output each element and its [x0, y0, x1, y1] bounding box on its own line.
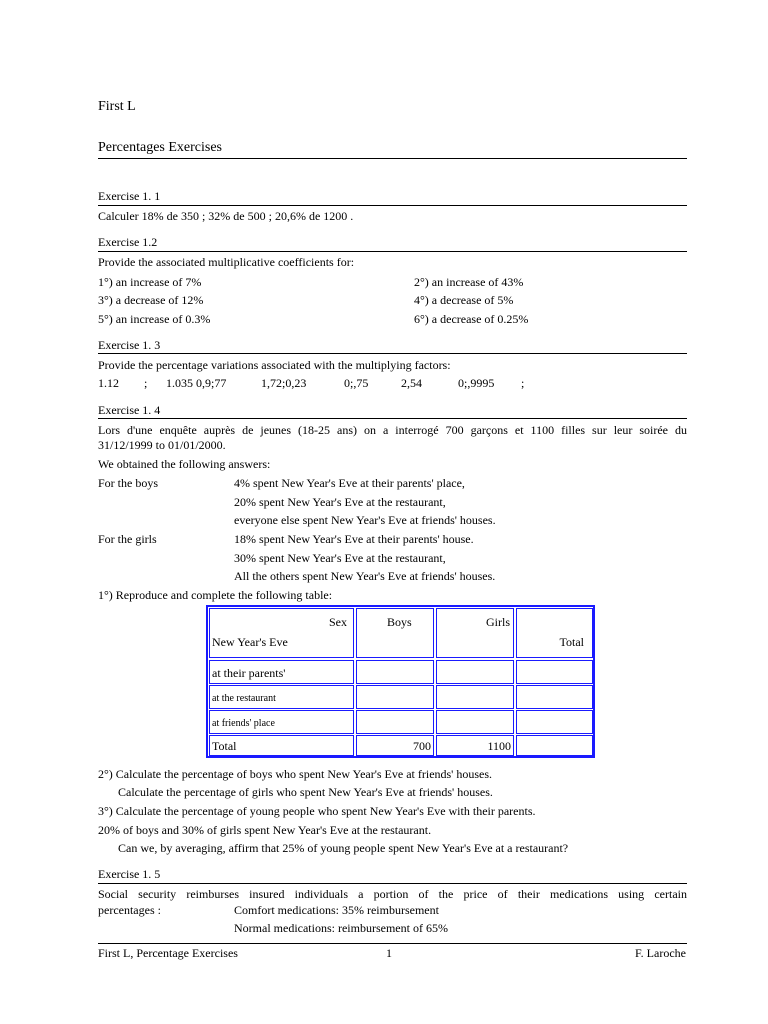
table-cell	[516, 685, 593, 709]
footer-rule	[98, 943, 687, 944]
header-cell	[209, 608, 354, 658]
ex1-5-title: Exercise 1. 5	[98, 867, 161, 881]
question-3: 3°) Calculate the percentage of young people who spent New Year's Eve with their parents.	[98, 804, 536, 818]
ex1-4-obtained: We obtained the following answers:	[98, 457, 271, 471]
boys-header-label: Boys	[387, 615, 412, 629]
ex1-3-intro: Provide the percentage variations associated with the multiplying factors:	[98, 358, 451, 372]
ex1-4-para: 31/12/1999 to 01/01/2000.	[98, 438, 226, 452]
girls-total-cell	[436, 735, 514, 756]
ex1-3-title: Exercise 1. 3	[98, 338, 161, 352]
row-label: at the restaurant	[212, 693, 276, 704]
ex1-2-item: 5°) an increase of 0.3%	[98, 312, 211, 326]
ex1-2-intro: Provide the associated multiplicative coefficients for:	[98, 255, 355, 269]
table-cell	[516, 710, 593, 734]
ex1-1-text: Calculer 18% de 350 ; 32% de 500 ; 20,6% de 1200 .	[98, 209, 354, 223]
ex1-4-para: Lors d'une enquête auprès de jeunes (18-25 ans) on a interrogé 700 garçons et 1100 filles sur leur soirée du	[98, 423, 687, 437]
question-2b: Calculate the percentage of girls who spent New Year's Eve at friends' houses.	[118, 785, 493, 799]
factor: 0;,75	[344, 376, 369, 390]
boys-answer: 4% spent New Year's Eve at their parents' place,	[234, 476, 465, 490]
boys-answer: everyone else spent New Year's Eve at friends' houses.	[234, 513, 496, 527]
ex1-2-item: 6°) a decrease of 0.25%	[414, 312, 529, 326]
table-cell	[516, 660, 593, 684]
table-cell	[356, 710, 434, 734]
row-label: at their parents'	[212, 666, 286, 680]
girls-label: For the girls	[98, 532, 157, 546]
boys-answer: 20% spent New Year's Eve at the restaurant,	[234, 495, 446, 509]
nye-label: New Year's Eve	[212, 635, 288, 649]
question-2a: 2°) Calculate the percentage of boys who spent New Year's Eve at friends' houses.	[98, 767, 493, 781]
girls-header-label: Girls	[486, 615, 510, 629]
ex1-2-item: 1°) an increase of 7%	[98, 275, 202, 289]
table-row-total	[209, 735, 354, 756]
table-cell	[436, 660, 514, 684]
ex1-2-item: 4°) a decrease of 5%	[414, 293, 514, 307]
factor: 2,54	[401, 376, 422, 390]
normal-medications: Normal medications: reimbursement of 65%	[234, 921, 448, 935]
ex1-3-rule	[98, 353, 687, 354]
girls-total: 1100	[487, 739, 511, 753]
answer-table	[206, 605, 595, 758]
boys-total-cell	[356, 735, 434, 756]
table-cell	[356, 660, 434, 684]
footer-author: F. Laroche	[634, 946, 686, 960]
table-cell	[516, 735, 593, 756]
factor: ;	[144, 376, 148, 390]
class-label: First L	[98, 99, 136, 114]
page-number: 1	[386, 946, 392, 960]
table-cell	[436, 710, 514, 734]
total-header-label: Total	[559, 635, 584, 649]
table-cell	[436, 685, 514, 709]
question-1: 1°) Reproduce and complete the following table:	[98, 588, 333, 602]
boys-header	[356, 608, 434, 658]
factor: 1.035 0,9;77	[166, 376, 227, 390]
comfort-medications: Comfort medications: 35% reimbursement	[234, 903, 439, 917]
ex1-2-item: 3°) a decrease of 12%	[98, 293, 204, 307]
ex1-2-rule	[98, 251, 687, 252]
ex1-5-rule	[98, 883, 687, 884]
ex1-2-title: Exercise 1.2	[98, 235, 158, 249]
row-label: at friends' place	[212, 718, 275, 729]
page-title: Percentages Exercises	[98, 140, 222, 155]
boys-label: For the boys	[98, 476, 158, 490]
ex1-1-rule	[98, 205, 687, 206]
ex1-5-text: Social security reimburses insured individuals a portion of the price of their medications using certain	[98, 887, 687, 901]
footer-left: First L, Percentage Exercises	[98, 946, 238, 960]
ex1-2-item: 2°) an increase of 43%	[414, 275, 524, 289]
ex1-1-title: Exercise 1. 1	[98, 189, 161, 203]
factor: 1.12	[98, 376, 119, 390]
girls-answer: 30% spent New Year's Eve at the restaurant,	[234, 551, 446, 565]
ex1-4-rule	[98, 418, 687, 419]
factor: 1,72;0,23	[261, 376, 307, 390]
question-4a: 20% of boys and 30% of girls spent New Year's Eve at the restaurant.	[98, 823, 432, 837]
factor: 0;,9995	[458, 376, 495, 390]
table-cell	[356, 685, 434, 709]
table-row	[209, 660, 354, 684]
girls-answer: 18% spent New Year's Eve at their parents' house.	[234, 532, 474, 546]
ex1-4-title: Exercise 1. 4	[98, 403, 161, 417]
table-row	[209, 710, 354, 734]
title-rule	[98, 158, 687, 159]
question-4b: Can we, by averaging, affirm that 25% of young people spent New Year's Eve at a restaurant?	[118, 841, 569, 855]
girls-header	[436, 608, 514, 658]
ex1-5-percentages-label: percentages :	[98, 903, 161, 917]
girls-answer: All the others spent New Year's Eve at friends' houses.	[234, 569, 496, 583]
table-row	[209, 685, 354, 709]
factor: ;	[521, 376, 525, 390]
sex-label: Sex	[329, 615, 347, 629]
boys-total: 700	[413, 739, 431, 753]
total-header	[516, 608, 593, 658]
total-row-label: Total	[212, 739, 237, 753]
